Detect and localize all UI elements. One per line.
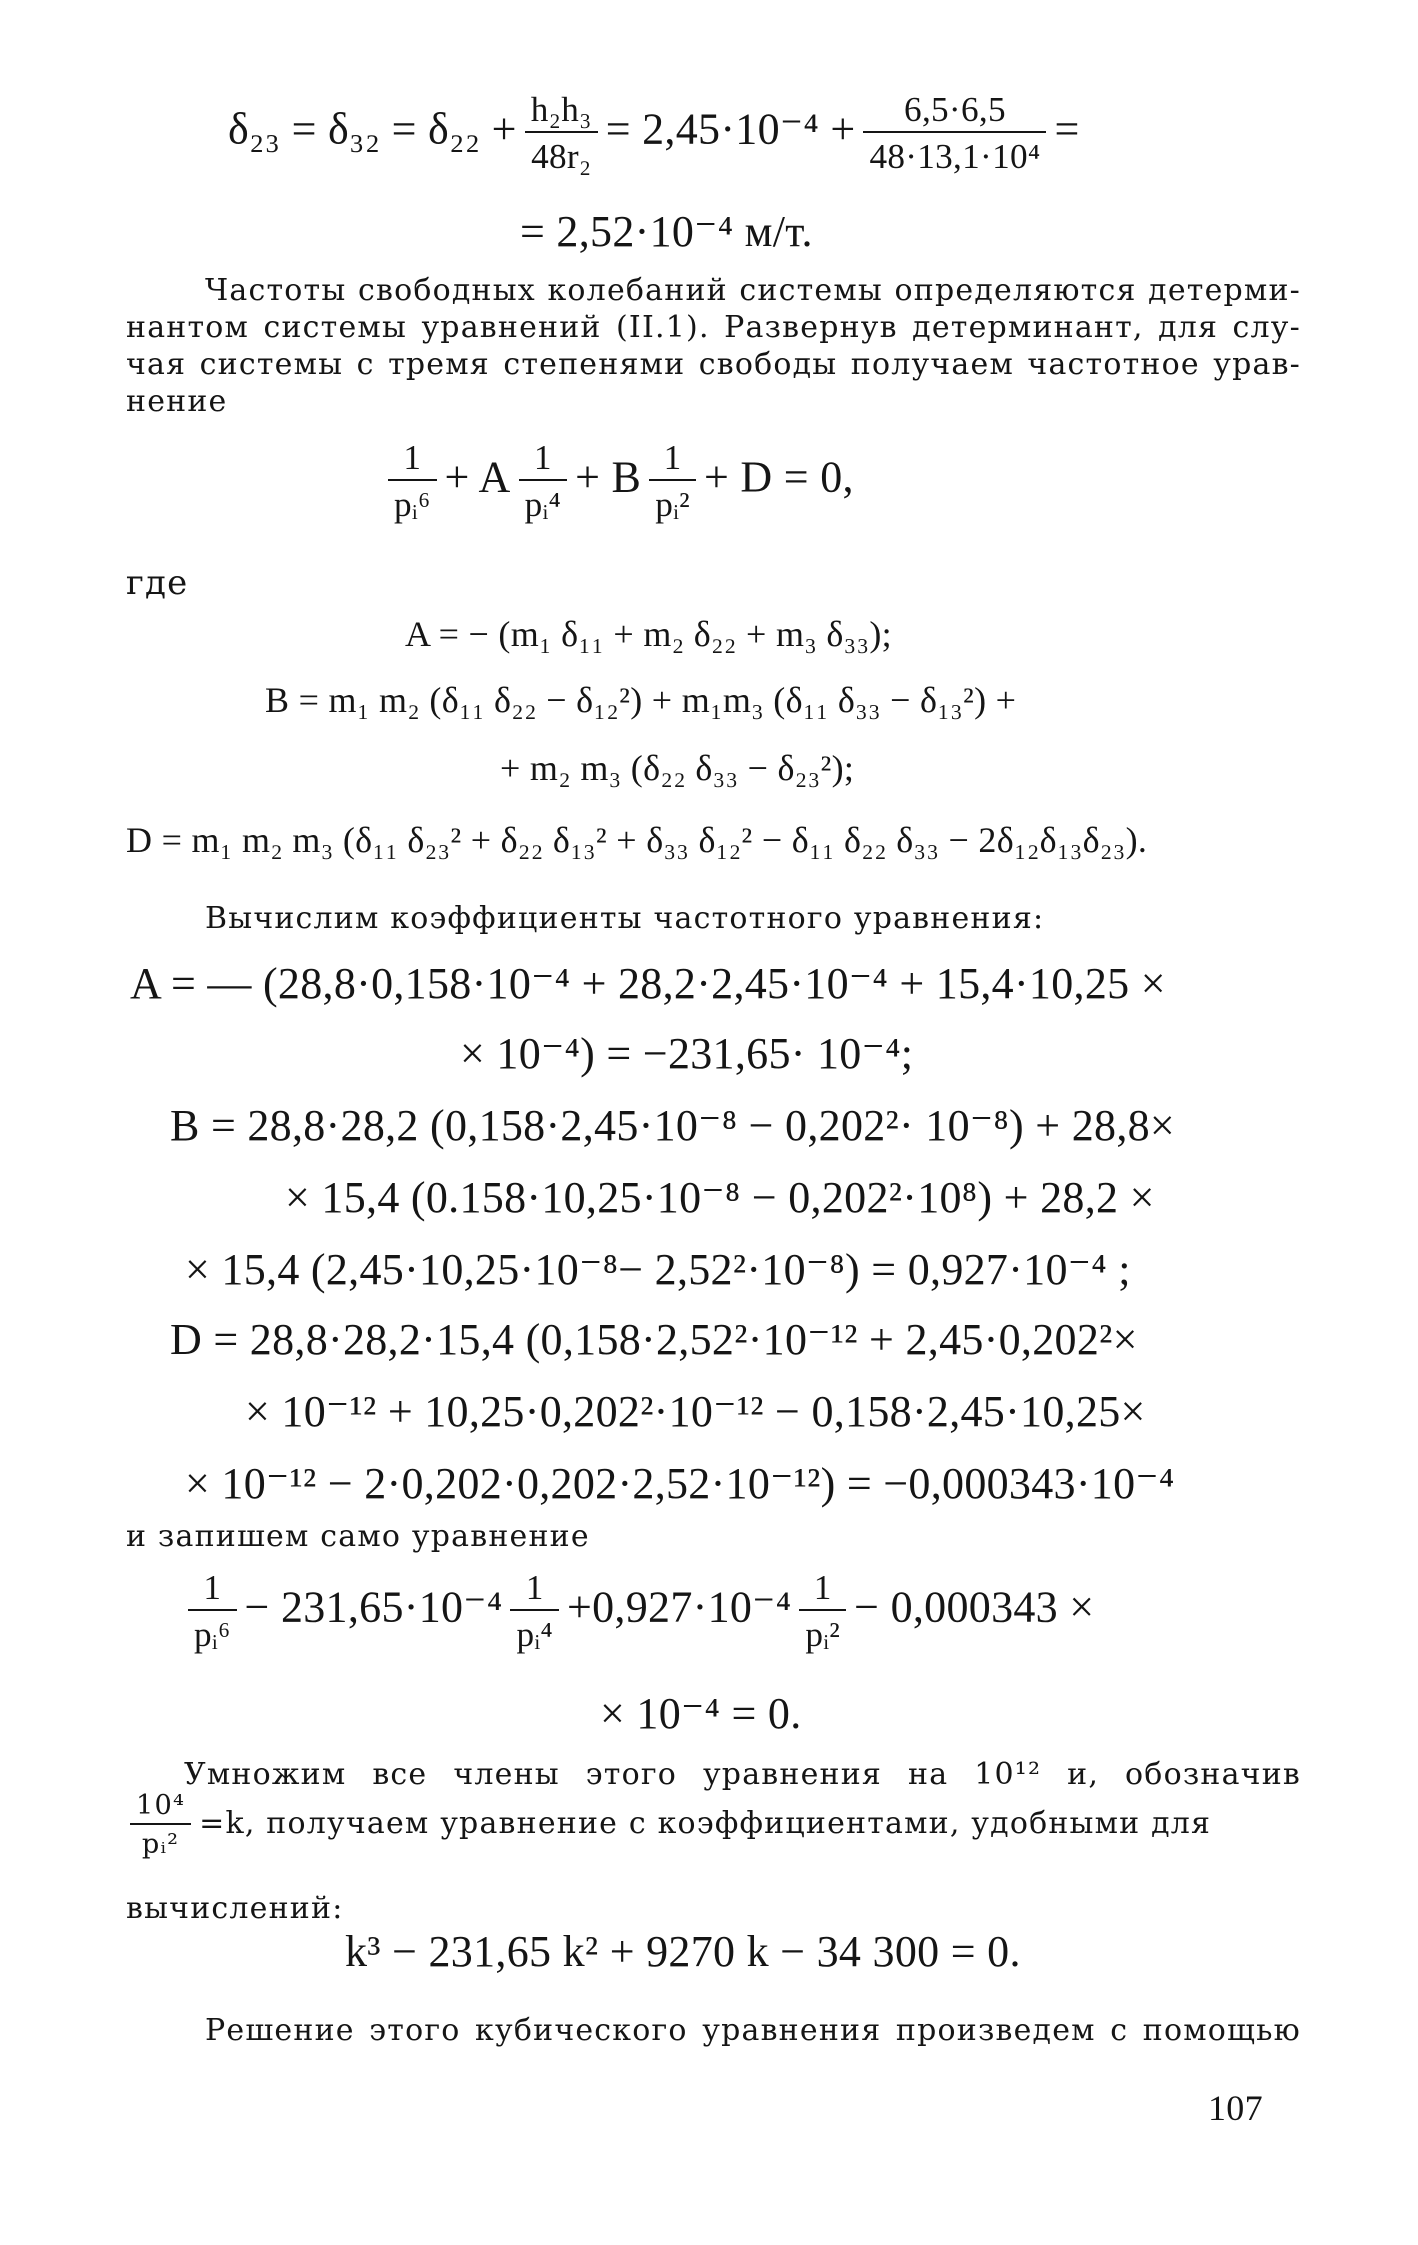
fraction-numerator: 1	[649, 440, 696, 481]
paragraph-line: Частоты свободных колебаний системы определяются детерми-	[205, 273, 1301, 308]
fraction-denominator: pᵢ²	[805, 1615, 841, 1655]
calc-b-line1: B = 28,8·28,2 (0,158·2,45·10⁻⁸ − 0,202²· 10⁻⁸) + 28,8×	[170, 1101, 1176, 1150]
calc-d-line1: D = 28,8·28,2·15,4 (0,158·2,52²·10⁻¹² + 2,45·0,202²×	[170, 1315, 1138, 1364]
equation-frequency	[380, 438, 854, 525]
definition-b-line2: + m₂ m₃ (δ₂₂ δ₃₃ − δ₂₃²);	[500, 748, 855, 788]
equation-delta23-lhs: δ₂₃ = δ₃₂ = δ₂₂ +	[228, 104, 517, 154]
definition-a: A = − (m₁ δ₁₁ + m₂ δ₂₂ + m₃ δ₃₃);	[405, 614, 892, 654]
equation-term: + A	[444, 452, 511, 502]
fraction-numerator: 6,5·6,5	[863, 92, 1046, 133]
equation-delta23-mid: = 2,45·10⁻⁴ +	[605, 104, 856, 154]
fraction-denominator: pᵢ⁴	[524, 485, 562, 525]
page-number: 107	[1208, 2088, 1263, 2128]
paragraph-line: Решение этого кубического уравнения произведем с помощью	[205, 2013, 1301, 2048]
fraction-denominator: pᵢ⁴	[516, 1615, 553, 1655]
equation-numeric	[180, 1568, 1095, 1655]
fraction-numerator: 1	[188, 1570, 237, 1611]
paragraph-text: =k, получаем уравнение с коэффициентами, удобными для	[199, 1806, 1212, 1842]
paragraph-line: вычислений:	[126, 1891, 344, 1926]
fraction-denominator: pᵢ⁶	[394, 485, 431, 525]
fraction-1-over-p6	[188, 1568, 237, 1655]
fraction-1-over-p4	[519, 438, 568, 525]
fraction-numerator: 10⁴	[130, 1792, 191, 1825]
paragraph-fraction-line	[130, 1790, 1212, 1861]
definition-b-line1: B = m₁ m₂ (δ₁₁ δ₂₂ − δ₁₂²) + m₁m₃ (δ₁₁ δ₃₃ − δ₁₃²) +	[265, 680, 1017, 720]
equation-term: + B	[575, 452, 642, 502]
equation-delta23	[228, 90, 1080, 177]
fraction-numerator: 1	[799, 1570, 846, 1611]
fraction-denominator: 48·13,1·10⁴	[869, 137, 1041, 177]
where-label: где	[126, 563, 189, 603]
paragraph-line: нантом системы уравнений (II.1). Развернув детерминант, для слу-	[126, 310, 1301, 345]
fraction-h2h3	[525, 90, 598, 177]
calc-d-line3: × 10⁻¹² − 2·0,202·0,202·2,52·10⁻¹²) = −0,000343·10⁻⁴	[185, 1459, 1175, 1508]
equation-numeric-line2: × 10⁻⁴ = 0.	[600, 1689, 802, 1738]
calc-intro: Вычислим коэффициенты частотного уравнения:	[205, 901, 1045, 936]
fraction-1-over-p2	[649, 438, 696, 525]
equation-term: + D = 0,	[704, 452, 854, 502]
calc-a-line2: × 10⁻⁴) = −231,65· 10⁻⁴;	[460, 1029, 914, 1078]
paragraph-line: Умножим все члены этого уравнения на 10¹² и, обозначив	[184, 1757, 1301, 1792]
fraction-1-over-p4	[510, 1568, 559, 1655]
paragraph-line: чая системы с тремя степенями свободы получаем частотное урав-	[126, 347, 1301, 382]
fraction-denominator: pᵢ⁶	[194, 1615, 231, 1655]
calc-a-line1: A = — (28,8·0,158·10⁻⁴ + 28,2·2,45·10⁻⁴ + 15,4·10,25 ×	[130, 959, 1166, 1008]
fraction-denominator: 48r₂	[531, 137, 592, 177]
calc-b-line3: × 15,4 (2,45·10,25·10⁻⁸− 2,52²·10⁻⁸) = 0,927·10⁻⁴ ;	[185, 1245, 1131, 1294]
definition-d: D = m₁ m₂ m₃ (δ₁₁ δ₂₃² + δ₂₂ δ₁₃² + δ₃₃ δ₁₂² − δ₁₁ δ₂₂ δ₃₃ − 2δ₁₂δ₁₃δ₂₃).	[126, 820, 1148, 860]
fraction-numeric	[863, 90, 1046, 177]
fraction-1-over-p6	[388, 438, 437, 525]
fraction-numerator: 1	[388, 440, 437, 481]
equation-term: − 231,65·10⁻⁴	[244, 1582, 503, 1632]
fraction-10e4-over-p2	[130, 1790, 191, 1861]
write-equation-label: и запишем само уравнение	[126, 1519, 590, 1554]
fraction-denominator: pᵢ²	[655, 485, 690, 525]
fraction-denominator: pᵢ²	[141, 1829, 180, 1861]
equation-delta23-tail: =	[1054, 104, 1080, 154]
fraction-1-over-p2	[799, 1568, 846, 1655]
fraction-numerator: 1	[519, 440, 568, 481]
calc-b-line2: × 15,4 (0.158·10,25·10⁻⁸ − 0,202²·10⁸) + 28,2 ×	[285, 1173, 1155, 1222]
fraction-numerator: 1	[510, 1570, 559, 1611]
equation-term: − 0,000343 ×	[854, 1582, 1095, 1632]
paragraph-line: нение	[126, 384, 228, 419]
fraction-numerator: h₂h₃	[525, 92, 598, 133]
equation-term: +0,927·10⁻⁴	[567, 1582, 792, 1632]
calc-d-line2: × 10⁻¹² + 10,25·0,202²·10⁻¹² − 0,158·2,45·10,25×	[245, 1387, 1146, 1436]
equation-cubic: k³ − 231,65 k² + 9270 k − 34 300 = 0.	[345, 1927, 1021, 1976]
equation-delta23-result: = 2,52·10⁻⁴ м/т.	[520, 207, 813, 256]
